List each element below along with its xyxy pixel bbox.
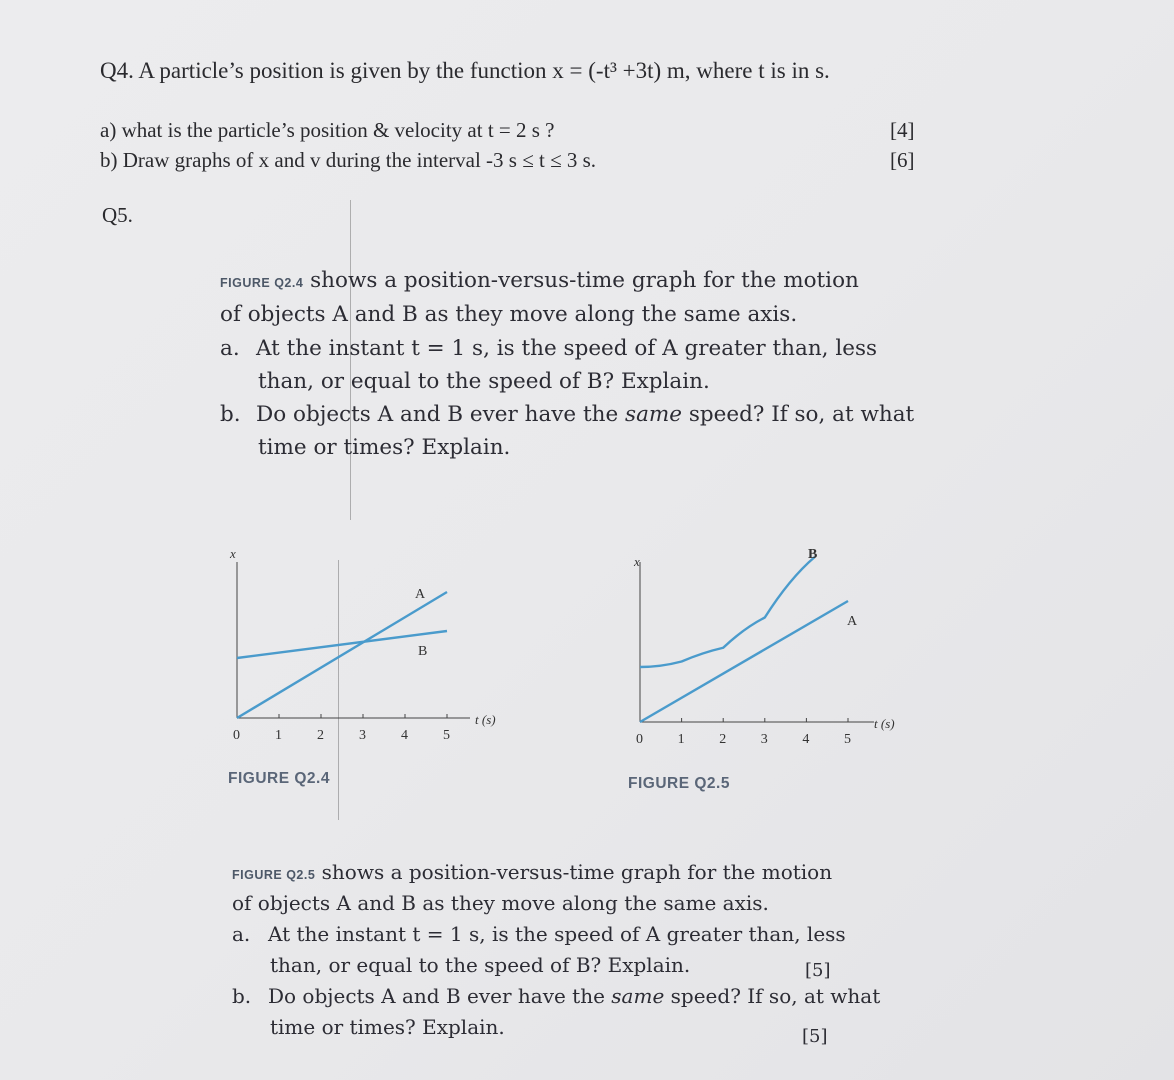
q2-5-a-mark: [5] [805, 960, 831, 981]
x-tick-label: 4 [802, 732, 810, 747]
figure-q2-5-chart [628, 540, 928, 760]
y-axis-label: x [634, 554, 640, 569]
x-tick-label: 5 [844, 732, 851, 747]
x-tick-label: 1 [677, 732, 685, 747]
q2-4-b-2: time or times? Explain. [258, 435, 511, 460]
line-a-label: A [847, 614, 858, 629]
q2-4-b-1-em: same [625, 402, 683, 427]
q4-part-a: a) what is the particle’s position & velocity at t = 2 s ? [100, 118, 555, 142]
x-tick-label: 4 [401, 728, 408, 743]
q2-5-b-mark: [5] [802, 1026, 828, 1047]
x-tick-label: 3 [359, 728, 366, 743]
q2-4-b-letter: b. [220, 402, 241, 427]
curve-b [640, 557, 815, 667]
q4-part-b: b) Draw graphs of x and v during the interval -3 s ≤ t ≤ 3 s. [100, 148, 597, 172]
line-b-label: B [418, 644, 428, 659]
x-tick-label: 5 [443, 728, 450, 743]
x-tick-label: 1 [275, 728, 282, 743]
q2-4-b-1-post: speed? If so, at what [682, 402, 915, 427]
q2-5-intro-1: shows a position-versus-time graph for the motion [315, 860, 833, 884]
q2-5-b-1-em: same [611, 984, 665, 1008]
x-tick-label: 0 [233, 728, 240, 743]
figure-q2-4-caption-ref: FIGURE Q2.4 [220, 276, 304, 290]
q2-4-a-2: than, or equal to the speed of B? Explain. [258, 369, 710, 394]
figure-q2-4-chart [225, 540, 515, 760]
q2-5-a-letter: a. [232, 922, 251, 946]
q2-5-a-2: than, or equal to the speed of B? Explain. [270, 953, 691, 977]
figure-q2-5-label: FIGURE Q2.5 [628, 775, 730, 792]
line-a-label: A [415, 587, 426, 602]
q2-5-b-2: time or times? Explain. [270, 1015, 505, 1039]
q2-4-a-1: At the instant t = 1 s, is the speed of A greater than, less [256, 336, 878, 361]
curve-b-label: B [808, 547, 818, 562]
q2-4-a-letter: a. [220, 336, 240, 361]
line-a [640, 601, 848, 722]
y-axis-label: x [230, 546, 236, 561]
x-axis-label: t (s) [475, 712, 496, 727]
x-tick-label: 0 [636, 732, 643, 747]
q4-part-b-mark: [6] [890, 148, 915, 172]
q2-5-a-1: At the instant t = 1 s, is the speed of A greater than, less [268, 922, 846, 946]
q2-5-b-letter: b. [232, 984, 252, 1008]
x-axis-label: t (s) [874, 716, 895, 731]
q5-label: Q5. [102, 203, 133, 227]
q2-4-intro-2: of objects A and B as they move along the same axis. [220, 302, 798, 327]
q2-5-b-1-post: speed? If so, at what [664, 984, 881, 1008]
q2-4-intro-1: shows a position-versus-time graph for the motion [303, 268, 859, 293]
x-tick-label: 2 [317, 728, 324, 743]
q2-5-b-1-pre: Do objects A and B ever have the [268, 984, 612, 1008]
q4-title: Q4. A particle’s position is given by the function x = (-t³ +3t) m, where t is in s. [100, 58, 830, 83]
x-tick-label: 3 [760, 732, 768, 747]
figure-q2-4-label: FIGURE Q2.4 [228, 770, 330, 787]
x-tick-label: 2 [719, 732, 727, 747]
q2-4-b-1-pre: Do objects A and B ever have the [256, 402, 626, 427]
q2-5-intro-2: of objects A and B as they move along the same axis. [232, 891, 769, 915]
figure-q2-5-caption-ref: FIGURE Q2.5 [232, 868, 316, 882]
q4-part-a-mark: [4] [890, 118, 915, 142]
